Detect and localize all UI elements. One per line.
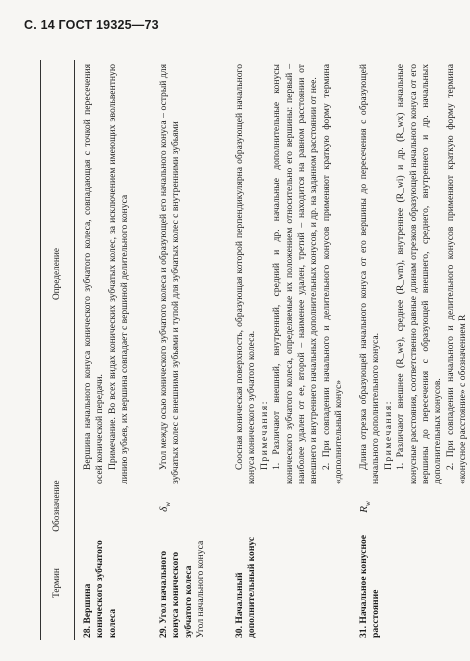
note-text: Примечание. Во всех видах конических зубчатых колес, за исключением имеющих эвольвентную линию зубьев, их вершина совпадает с вершиной делительного конуса	[106, 64, 131, 484]
term-cell: 28. Вершина конического зубчатого колеса	[82, 540, 118, 638]
notes-heading: Примечания:	[382, 400, 394, 470]
note-text: 2. При совпадении начального и делительного конусов применяют краткую форму термина «дополнительный конус»	[320, 64, 345, 484]
definition-cell	[158, 64, 183, 484]
symbol-letter: R	[358, 505, 370, 513]
definition-cell	[82, 64, 132, 484]
term-short-form: Угол начального конуса	[195, 540, 207, 638]
definition-cell	[234, 64, 346, 484]
symbol-cell	[358, 492, 375, 522]
term-cell: 31. Начальное конусное расстояние	[358, 534, 382, 638]
note-text: 1. Различают внешнее (R_we), среднее (R_wm), внутреннее (R_wi) и др. (R_wx) начальные конусные расстояния, соответственно равные длинам отрезков образующей начального конуса от его вершины до пересечения с образующей внешнего, среднего, внутреннего и др. начальных дополнительных конусов.	[395, 64, 444, 484]
note-text: 1. Различают внешний, внутренний, средний и др. начальные дополнительные конусы конического зубчатого колеса, определяемые их положением относительно его вершины: первый – наиболее удален от ее, второй – наименее удален, третий – находится на равном расстоянии от внешнего и внутреннего начальных дополнительных конусов, и др. на заданном расстоянии от нее.	[271, 64, 320, 484]
term-cell	[158, 528, 208, 638]
symbol-letter: δ	[158, 506, 170, 512]
term-cell: 30. Начальный дополнительный конус	[234, 536, 258, 638]
column-header-definition: Определение	[51, 247, 62, 301]
table-top-rule	[40, 60, 41, 640]
symbol-subscript: w	[364, 501, 373, 506]
symbol-cell	[158, 492, 175, 522]
definition-text: Вершина начального конуса конического зубчатого колеса, совпадающая с точкой пересечения осей конической передачи.	[82, 64, 106, 484]
table-header-rule	[74, 60, 75, 640]
note-text: 2. При совпадении начального и делительного конусов применяют краткую форму термина «конусное расстояние» с обозначением R	[444, 64, 469, 484]
column-header-symbol: Обозначение	[51, 480, 62, 532]
definition-cell	[358, 64, 470, 484]
page-header: С. 14 ГОСТ 19325—73	[24, 18, 159, 32]
definition-text: Длина отрезка образующей начального конуса от его вершины до пересечения с образующей начального дополнительного конуса.	[358, 64, 382, 484]
notes-heading: Примечания:	[258, 400, 270, 470]
symbol-subscript: w	[164, 502, 173, 507]
definition-text: Соосная коническая поверхность, образующая которой перпендикулярна образующей начального конуса конического зубчатого колеса.	[234, 64, 258, 484]
column-header-term: Термин	[51, 568, 62, 598]
terms-table	[40, 60, 469, 640]
term-title: 29. Угол начального конуса конического зубчатого колеса	[158, 550, 194, 638]
definition-text: Угол между осью конического зубчатого колеса и образующей его начального конуса – острый для зубчатых колес с внешними зубьями и тупой для зубчатых колес с внутренними зубьями	[158, 64, 182, 484]
